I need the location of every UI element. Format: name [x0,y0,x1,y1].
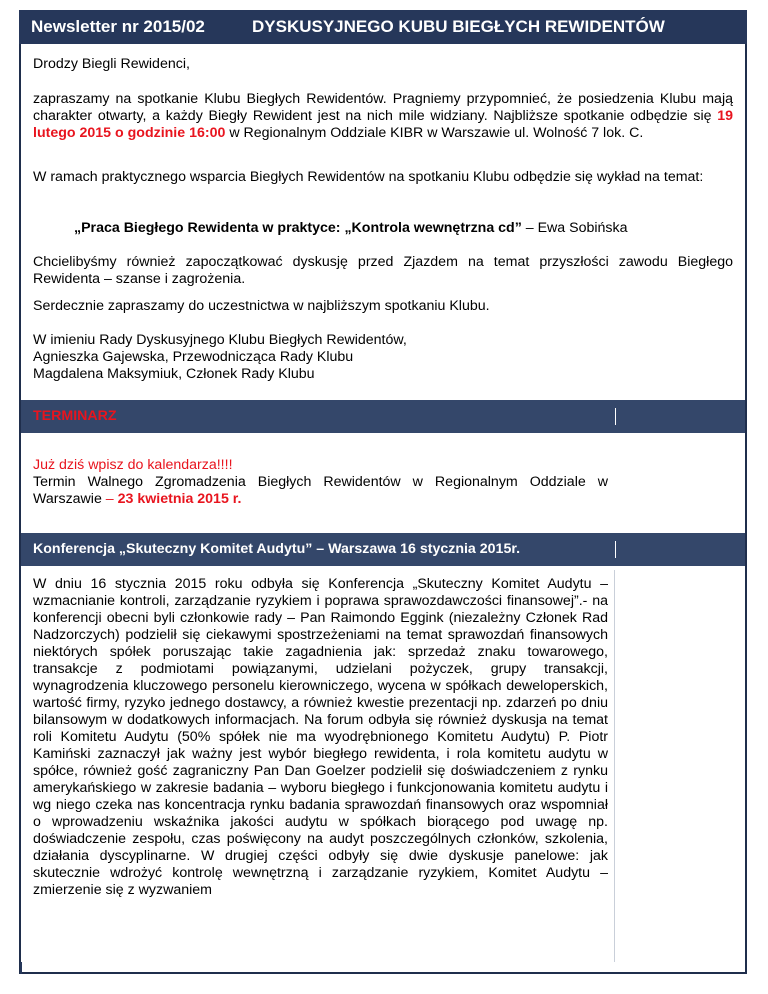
terminarz-heading: TERMINARZ [33,408,117,424]
assembly-date: 23 kwietnia 2015 r. [113,491,242,507]
conference-body: W dniu 16 stycznia 2015 roku odbyła się Konferencja „Skuteczny Komitet Audytu – wzmacnianie kontroli, zarządzanie ryzykiem i poprawa sprawozdawczości finansowej”.- na konferencji obecni byli członkowie rady – Pan Raimondo Eggink (niezależny Członek Rad Nadzorczych) podzielił się ciekawymi spostrzeżeniami na temat sprawozdań finansowych niektórych spółek poruszając takie zagadnienia jak: sprzedaż znaku towarowego, transakcje z podmiotami powiązanymi, udzielani pożyczek, grupy transakcji, wynagrodzenia kluczowego personelu kierowniczego, wycena w spółkach deweloperskich, wartość firmy, ryzyko jednego dostawcy, a również kwestie prezentacji np. zdarzeń po dniu bilansowym w dodatkowych informacjach. Na forum odbyła się również dyskusja na temat roli Komitetu Audytu (50% spółek nie ma wyodrębnionego Komitetu Audytu) P. Piotr Kamiński zaznaczył jak ważny jest wybór biegłego rewidenta, i rola komitetu audytu w spółce, również gość zagraniczny Pan Dan Goelzer podzielił się doświadczeniem z rynku amerykańskiego w zakresie badania – wyboru biegłego i funkcjonowania komitetu audytu i wg niego czeka nas koncentracja rynku badania sprawozdań finansowych oraz wspomniał o wprowadzeniu wskaźnika jakości audytu w spółkach biorącego pod uwagę np. doświadczenie zespołu, czas poświęcony na audyt poszczególnych członków, szkolenia, działania dyscyplinarne. W drugiej części odbyły się dwie dyskusje panelowe: jak skutecznie wdrożyć kontrolę wewnętrzną i zarządzanie ryzykiem, Komitet Audytu – zmierzenie się z wyzwaniem [33,576,608,898]
terminarz-section-bar [21,400,745,433]
newsletter-club-name: DYSKUSYJNEGO KUBU BIEGŁYCH REWIDENTÓW [252,17,665,36]
conference-section-bar [21,533,745,566]
terminarz-reminder: Już dziś wpisz do kalendarza!!!! [33,457,233,473]
signature-line: Agnieszka Gajewska, Przewodnicząca Rady Klubu [33,349,354,365]
signature-line: Magdalena Maksymiuk, Członek Rady Klubu [33,366,315,382]
lecture-intro: W ramach praktycznego wsparcia Biegłych Rewidentów na spotkaniu Klubu odbędzie się wykład na temat: [33,169,704,185]
terminarz-text: Termin Walnego Zgromadzenia Biegłych Rewidentów w Regionalnym Oddziale w Warszawie – 23 kwietnia 2015 r. [33,474,608,507]
lecture-line [74,220,628,237]
signature-block [33,332,407,383]
greeting: Drodzy Biegli Rewidenci, [33,56,190,72]
section-divider [615,541,616,558]
newsletter-number: Newsletter nr 2015/02 [31,17,205,36]
page-corner-mark [20,962,22,974]
lecture-title: „Praca Biegłego Rewidenta w praktyce: „Kontrola wewnętrzna cd” [74,220,522,236]
meeting-date: 19 lutego 2015 o godzinie 16:00 [33,108,733,141]
conference-heading: Konferencja „Skuteczny Komitet Audytu” – Warszawa 16 stycznia 2015r. [33,541,521,557]
newsletter-header [19,10,747,44]
invitation-paragraph: Serdecznie zapraszamy do uczestnictwa w najbliższym spotkaniu Klubu. [33,298,490,314]
section-divider [615,408,616,425]
discussion-paragraph: Chcielibyśmy również zapoczątkować dyskusję przed Zjazdem na temat przyszłości zawodu Biegłego Rewidenta – szanse i zagrożenia. [33,254,733,287]
intro-paragraph: zapraszamy na spotkanie Klubu Biegłych Rewidentów. Pragniemy przypomnieć, że posiedzenia Klubu mają charakter otwarty, a każdy Biegły Rewident jest na nich mile widziany. Najbliższe spotkanie odbędzie się 19 lutego 2015 o godzinie 16:00 w Regionalnym Oddziale KIBR w Warszawie ul. Wolność 7 lok. C. [33,91,733,141]
signature-line: W imieniu Rady Dyskusyjnego Klubu Biegłych Rewidentów, [33,332,407,348]
sidebar-column [614,570,746,962]
lecture-speaker: – Ewa Sobińska [521,220,628,236]
